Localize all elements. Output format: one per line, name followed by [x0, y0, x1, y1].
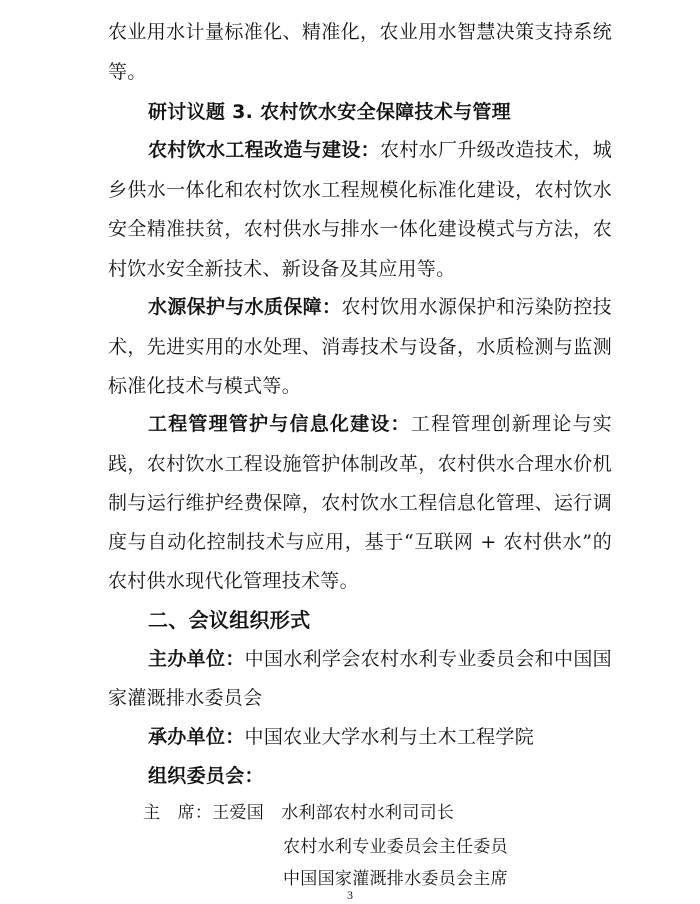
- text-line: 农业用水计量标准化、精准化，农业用水智慧决策支持系统: [108, 21, 612, 43]
- paragraph-first-line: [148, 411, 612, 437]
- topic-heading: 研讨议题 3. 农村饮水安全保障技术与管理: [148, 101, 511, 123]
- organizer-line: [148, 724, 534, 750]
- text-line: 农村供水现代化管理技术等。: [108, 570, 359, 592]
- text-line: 安全精准扶贫，农村供水与排水一体化建设模式与方法，农: [108, 218, 612, 240]
- chair-title: 中国国家灌溉排水委员会主席: [283, 869, 508, 889]
- paragraph-lead: 农村饮水工程改造与建设：: [148, 139, 381, 161]
- paragraph-first-line: [148, 137, 612, 163]
- host-first-line: [148, 646, 612, 672]
- section-heading: 二、会议组织形式: [148, 608, 311, 632]
- text-line: 等。: [108, 61, 147, 83]
- text-line: 乡供水一体化和农村饮水工程规模化标准化建设，农村饮水: [108, 179, 612, 201]
- text-line: 村饮水安全新技术、新设备及其应用等。: [108, 258, 456, 280]
- text-line: 家灌溉排水委员会: [108, 687, 263, 709]
- text-span: 农村水厂升级改造技术，城: [380, 139, 612, 161]
- chair-label: 主 席：: [143, 803, 213, 823]
- page-number: 3: [347, 888, 353, 902]
- chair-title: 水利部农村水利司司长: [281, 803, 455, 823]
- paragraph-first-line: [148, 294, 612, 320]
- text-span: 中国水利学会农村水利专业委员会和中国国: [244, 648, 612, 670]
- text-line: 术，先进实用的水处理、消毒技术与设备，水质检测与监测: [108, 336, 612, 358]
- paragraph-lead: 水源保护与水质保障：: [148, 296, 342, 318]
- text-line: 标准化技术与模式等。: [108, 375, 302, 397]
- text-span: 农村饮用水源保护和污染防控技: [341, 296, 612, 318]
- text-line: 度与自动化控制技术与应用，基于“互联网 + 农村供水”的: [108, 531, 612, 553]
- chair-name: 王爱国: [212, 803, 265, 823]
- paragraph-lead: 工程管理管护与信息化建设：: [148, 413, 411, 435]
- committee-heading: 组织委员会：: [148, 765, 264, 787]
- organizer-label: 承办单位：: [148, 726, 245, 748]
- host-label: 主办单位：: [148, 648, 245, 670]
- text-span: 中国农业大学水利与土木工程学院: [244, 726, 535, 748]
- text-line: 践，农村饮水工程设施管护体制改革，农村供水合理水价机: [108, 453, 612, 475]
- text-span: 工程管理创新理论与实: [410, 413, 612, 435]
- chair-line: [143, 800, 454, 826]
- chair-title: 农村水利专业委员会主任委员: [283, 837, 508, 857]
- text-line: 制与运行维护经费保障，农村饮水工程信息化管理、运行调: [108, 492, 612, 514]
